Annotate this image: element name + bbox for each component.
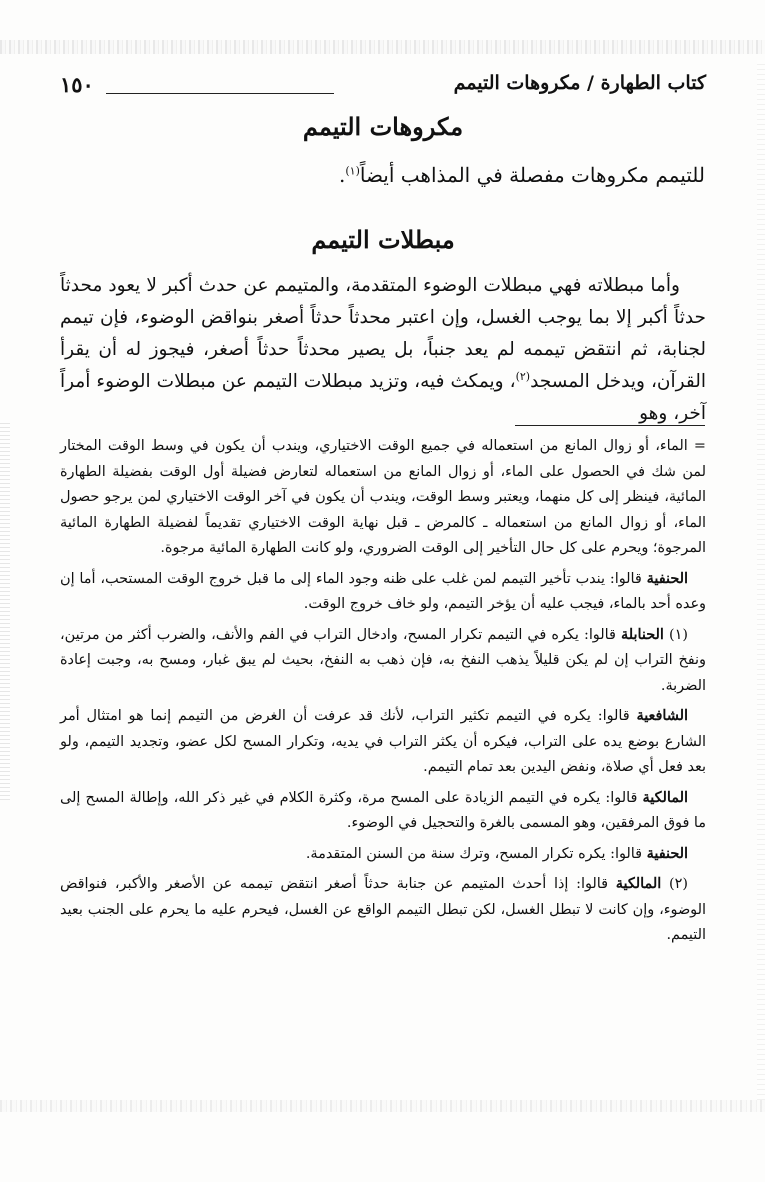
- section-title-makruhat: مكروهات التيمم: [302, 112, 464, 141]
- section-title-mubtilat: مبطلات التيمم: [311, 225, 455, 254]
- footnote-text: قالوا: يندب تأخير التيمم لمن غلب على ظنه وجود الماء إلى ما قبل خروج الوقت المستحب، أما إن وعده أحد بالماء، فيجب عليه أن يؤخر التيمم، ولو خاف خروج الوقت.: [60, 570, 706, 612]
- running-head-title: كتاب الطهارة / مكروهات التيمم: [453, 72, 706, 94]
- footnote-text: قالوا: يكره في التيمم تكثير التراب، لأنك قد عرفت أن الغرض من التيمم إنما هو امتثال أمر الشارع بوضع يده على التراب، فيكره أن يكثر التراب في يديه، وتكرار المسح لكل عضو، وتجديد التيمم، ولو بعد فعل أي صلاة، ونفض اليدين بعد تمام التيمم.: [60, 708, 706, 775]
- footnote-text: قالوا: إذا أحدث المتيمم عن جنابة حدثاً أصغر انتقض تيممه عن الأصغر والأكبر، فنواقض الوضوء، وإن كانت لا تبطل الغسل، لكن تبطل التيمم الواقع عن الغسل، فيحرم عليه ما يحرم على الجنب بعيد التيمم.: [60, 876, 706, 943]
- intro-end: .: [338, 163, 346, 187]
- footnote-continuation: = الماء، أو زوال المانع من استعماله في جميع الوقت الاختياري، ويندب أن يكون في وسط الوقت المختار لمن شك في الحصول على الماء، أو زوال المانع من استعماله لتعارض فضيلة أول الوقت بفضيلة الطهارة المائية، فينظر إلى كل منهما، ويعتبر وسط الوقت، ويندب أن يكون في آخر الوقت الاختياري لمن يرجو حصول الماء، أو زوال المانع من استعماله ـ كالمرض ـ قبل نهاية الوقت الاختياري تقديماً لفضيلة الطهارة المائية المرجوة؛ ويحرم على كل حال التأخير إلى الوقت الضروري، ولو كانت الطهارة المائية مرجوة.: [60, 438, 706, 556]
- madhhab-label: الحنابلة: [621, 625, 664, 643]
- footnote-ref-1: (١): [345, 164, 360, 178]
- main-text-part1: وأما مبطلاته فهي مبطلات الوضوء المتقدمة، والمتيمم عن حدث أكبر لا يعود محدثاً حدثاً أكبر إلا بما يوجب الغسل، وإن اعتبر محدثاً حدثاً أصغر بنواقض الوضوء، فإن تيمم لجنابة، ثم انتقض تيممه لم يعد جنباً، بل يصير محدثاً حدثاً أصغر، فيجوز له أن يقرأ القرآن، ويدخل المسجد: [60, 275, 706, 392]
- scan-edge-right: [757, 60, 765, 1100]
- footnote-1-shafii: [60, 703, 706, 781]
- footnote-text: قالوا: يكره في التيمم الزيادة على المسح مرة، وكثرة الكلام في غير ذكر الله، وإطالة المسح إلى ما فوق المرفقين، وهو المسمى بالغرة والتحجيل في الوضوء.: [60, 789, 706, 831]
- footnote-1-maliki: [60, 785, 706, 837]
- footnote-number-2: (٢): [669, 876, 688, 892]
- running-head: [60, 72, 706, 106]
- footnotes: [60, 434, 706, 953]
- footnote-1-hanafi: [60, 841, 706, 868]
- footnote-1-hanbali: [60, 622, 706, 700]
- footnote-hanafi-note: [60, 566, 706, 618]
- footnote-separator: [515, 425, 705, 426]
- footnote-number-1: (١): [669, 626, 689, 643]
- main-text-part2: ، ويمكث فيه، وتزيد مبطلات التيمم عن مبطلات الوضوء أمراً آخر، وهو: [60, 371, 706, 424]
- footnote-text: قالوا: يكره في التيمم تكرار المسح، وادخال التراب في الفم والأنف، والضرب أكثر من مرتين، ونفخ التراب إن لم يكن قليلاً يذهب النفخ به، فإن ذهب به النفخ، بحيث لم يبق غبار، ومسح به، وجبت إعادة الضربة.: [60, 626, 706, 694]
- intro-paragraph: [59, 160, 705, 190]
- madhhab-label: الحنفية: [646, 569, 688, 587]
- main-paragraph: [60, 270, 706, 430]
- footnote-text: قالوا: يكره تكرار المسح، وترك سنة من السنن المتقدمة.: [305, 845, 647, 862]
- scan-noise-bottom: [0, 1100, 765, 1112]
- scan-edge-left: [0, 420, 10, 800]
- madhhab-label: المالكية: [615, 875, 662, 892]
- header-rule: [106, 93, 334, 94]
- page-number: ١٥٠: [60, 72, 94, 97]
- footnote-ref-2: (٢): [515, 369, 531, 383]
- scan-noise-top: [0, 40, 765, 54]
- intro-text: للتيمم مكروهات مفصلة في المذاهب أيضاً: [359, 163, 705, 187]
- madhhab-label: الحنفية: [646, 844, 688, 862]
- footnote-2-maliki: [60, 871, 706, 949]
- madhhab-label: المالكية: [642, 788, 688, 806]
- madhhab-label: الشافعية: [636, 707, 688, 724]
